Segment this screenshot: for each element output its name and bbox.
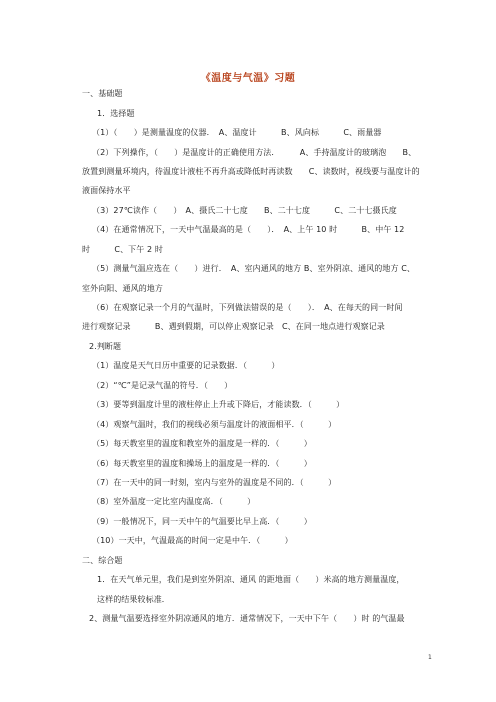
text-line: （9）一般情况下，同一天中午的气温要比早上高．（ ） — [92, 517, 312, 526]
text-line: （7）在一天中的同一时刻，室内与室外的温度是不同的．（ ） — [92, 478, 337, 487]
text-line: 室外向阳、通风的地方 — [82, 284, 163, 293]
text-line: 进行观察记录 B、遇到假期，可以停止观察记录 C、在同一地点进行观察记录 — [82, 322, 385, 331]
text-line: 放置到测量环境内，待温度计液柱不再升高或降低时再读数 C、读数时，视线要与温度计的 — [82, 167, 420, 176]
text-line: （1）（ ）是测量温度的仪器． A、温度计 B、风向标 C、雨量器 — [92, 128, 382, 137]
page-number: 1 — [428, 654, 432, 661]
text-line: （6）在观察记录一个月的气温时，下列做法错误的是（ ）． A、在每天的同一时间 — [92, 303, 403, 312]
text-line: 2.判断题 — [89, 342, 122, 351]
text-line: （1）温度是天气日历中重要的记录数据．（ ） — [92, 361, 280, 370]
text-line: （2）“℃”是记录气温的符号．（ ） — [92, 381, 233, 390]
text-line: （5）每天教室里的温度和教室外的温度是一样的．（ ） — [92, 439, 312, 448]
text-line: 1．在天气单元里，我们是到室外阴凉、通风 的距地面（ ）米高的地方测量温度， — [97, 575, 405, 584]
text-line: （10）一天中，气温最高的时间一定是中午．（ ） — [92, 536, 293, 545]
text-line: （2）下列操作，（ ）是温度计的正确使用方法． A、手持温度计的玻璃泡 B、 — [92, 148, 417, 157]
text-line: 液面保持水平 — [82, 186, 131, 195]
text-line: （8）室外温度一定比室内温度高．（ ） — [92, 497, 256, 506]
text-line: （4）观察气温时，我们的视线必须与温度计的液面相平．（ ） — [92, 420, 337, 429]
text-line: （3）要等到温度计里的液柱停止上升或下降后，才能读数．（ ） — [92, 400, 345, 409]
text-line: 一、基础题 — [82, 89, 123, 98]
text-line: 这样的结果较标准． — [97, 595, 170, 604]
text-line: 二、综合题 — [82, 556, 123, 565]
text-line: 1．选择题 — [97, 109, 135, 118]
text-line: （3）27℃读作（ ） A、摄氏二十七度 B、二十七度 C、二十七摄氏度 — [92, 206, 397, 215]
page-title: 《温度与气温》习题 — [200, 73, 296, 84]
text-line: （6）每天教室里的温度和操场上的温度是一样的．（ ） — [92, 459, 312, 468]
text-line: （4）在通常情况下，一天中气温最高的是（ ）． A、上午 10 时 B、中午 12 — [92, 225, 405, 234]
text-line: 时 C、下午 2 时 — [82, 245, 163, 254]
text-line: 2、测量气温要选择室外阴凉通风的地方．通常情况下，一天中下午（ ）时 的气温最 — [89, 614, 405, 623]
text-line: （5）测量气温应选在（ ）进行． A、室内通风的地方 B、室外阴凉、通风的地方 C、 — [92, 264, 416, 273]
